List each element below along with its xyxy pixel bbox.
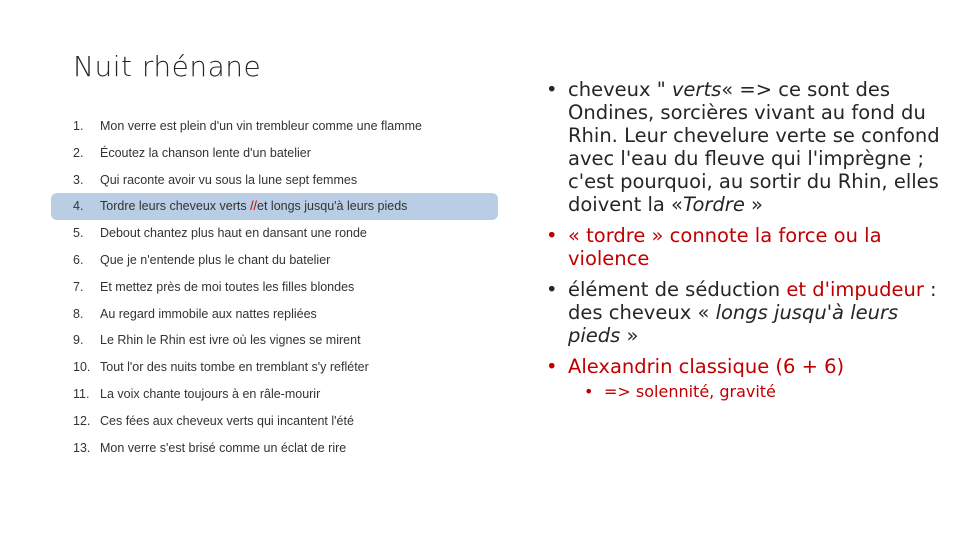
bullet-text: cheveux ": [568, 78, 672, 101]
poem-line: [73, 140, 503, 167]
line-text: Au regard immobile aux nattes repliées: [100, 306, 317, 321]
line-text: Écoutez la chanson lente d'un batelier: [100, 145, 311, 160]
line-text: Debout chantez plus haut en dansant une ronde: [100, 226, 367, 241]
bullet-text-red: et d'impudeur: [786, 278, 924, 301]
line-text-part: et longs jusqu'à leurs pieds: [257, 199, 408, 214]
line-number: 7.: [73, 279, 84, 294]
line-text: Que je n'entende plus le chant du batelier: [100, 252, 331, 267]
poem-line: [73, 274, 503, 301]
line-number: 1.: [73, 119, 84, 133]
sub-bullet-solennite: [546, 382, 946, 402]
bullet-text: élément de séduction: [568, 278, 787, 301]
poem-line: [73, 301, 503, 328]
bullet-text-italic: verts: [671, 78, 722, 101]
line-number: 11.: [73, 386, 90, 401]
line-number: 9.: [73, 333, 84, 348]
line-text: Et mettez près de moi toutes les filles blondes: [100, 279, 355, 294]
line-number: 8.: [73, 306, 84, 321]
line-number: 5.: [73, 226, 84, 241]
bullet-text: »: [744, 193, 763, 216]
bullet-text-italic: longs jusqu'à leurs pieds: [568, 301, 899, 347]
bullet-text: => solennité, gravité: [604, 382, 776, 401]
poem-line: [73, 247, 503, 274]
bullet-dot: •: [584, 382, 594, 401]
poem-line: [73, 381, 503, 408]
poem-line-highlighted: [51, 193, 498, 220]
line-text-part: Tordre leurs cheveux verts: [100, 199, 251, 214]
bullet-text: « tordre » connote la force ou la violence: [568, 224, 882, 270]
bullet-dot: •: [546, 224, 558, 247]
caesura-mark: //: [250, 199, 258, 214]
poem-line: [73, 408, 503, 435]
line-text: Tout l'or des nuits tombe en tremblant s'y refléter: [100, 360, 369, 375]
bullet-text: : des cheveux «: [568, 278, 937, 324]
poem-line: [73, 327, 503, 354]
poem-lines: [73, 113, 503, 461]
poem-line: [73, 435, 503, 462]
line-text: Le Rhin le Rhin est ivre où les vignes se mirent: [100, 333, 361, 348]
line-number: 6.: [73, 252, 84, 267]
bullet-tordre: [546, 224, 946, 270]
poem-line: [73, 220, 503, 247]
bullet-cheveux-verts: [546, 78, 946, 216]
bullet-seduction: [546, 278, 946, 347]
bullet-dot: •: [546, 355, 558, 378]
line-number: 13.: [73, 440, 91, 455]
line-text: Qui raconte avoir vu sous la lune sept femmes: [100, 172, 358, 187]
line-number: 2.: [73, 145, 84, 160]
line-number: 3.: [73, 172, 84, 187]
line-number: 4.: [73, 199, 84, 214]
bullet-alexandrin: [546, 355, 946, 378]
analysis-bullets: [546, 78, 946, 402]
line-text: Ces fées aux cheveux verts qui incantent l'été: [100, 413, 354, 428]
line-text: Mon verre est plein d'un vin trembleur comme une flamme: [100, 119, 422, 133]
bullet-text: « => ce sont des Ondines, sorcières vivant au fond du Rhin. Leur chevelure verte se confond avec l'eau du fleuve qui l'imprègne ; c'est pourquoi, au sortir du Rhin, elles doivent la «: [568, 78, 940, 216]
line-text: La voix chante toujours à en râle-mourir: [100, 386, 321, 401]
poem-line: [73, 354, 503, 381]
bullet-dot: •: [546, 278, 558, 301]
slide-title: Nuit rhénane: [73, 50, 262, 83]
poem-line: [73, 113, 503, 140]
line-text: Mon verre s'est brisé comme un éclat de rire: [100, 440, 347, 455]
bullet-dot: •: [546, 78, 558, 101]
bullet-text-italic: Tordre: [682, 193, 745, 216]
line-number: 12.: [73, 413, 91, 428]
bullet-text: Alexandrin classique (6 + 6): [568, 355, 845, 378]
bullet-text: »: [620, 324, 639, 347]
line-number: 10.: [73, 360, 91, 375]
poem-line: [73, 167, 503, 194]
